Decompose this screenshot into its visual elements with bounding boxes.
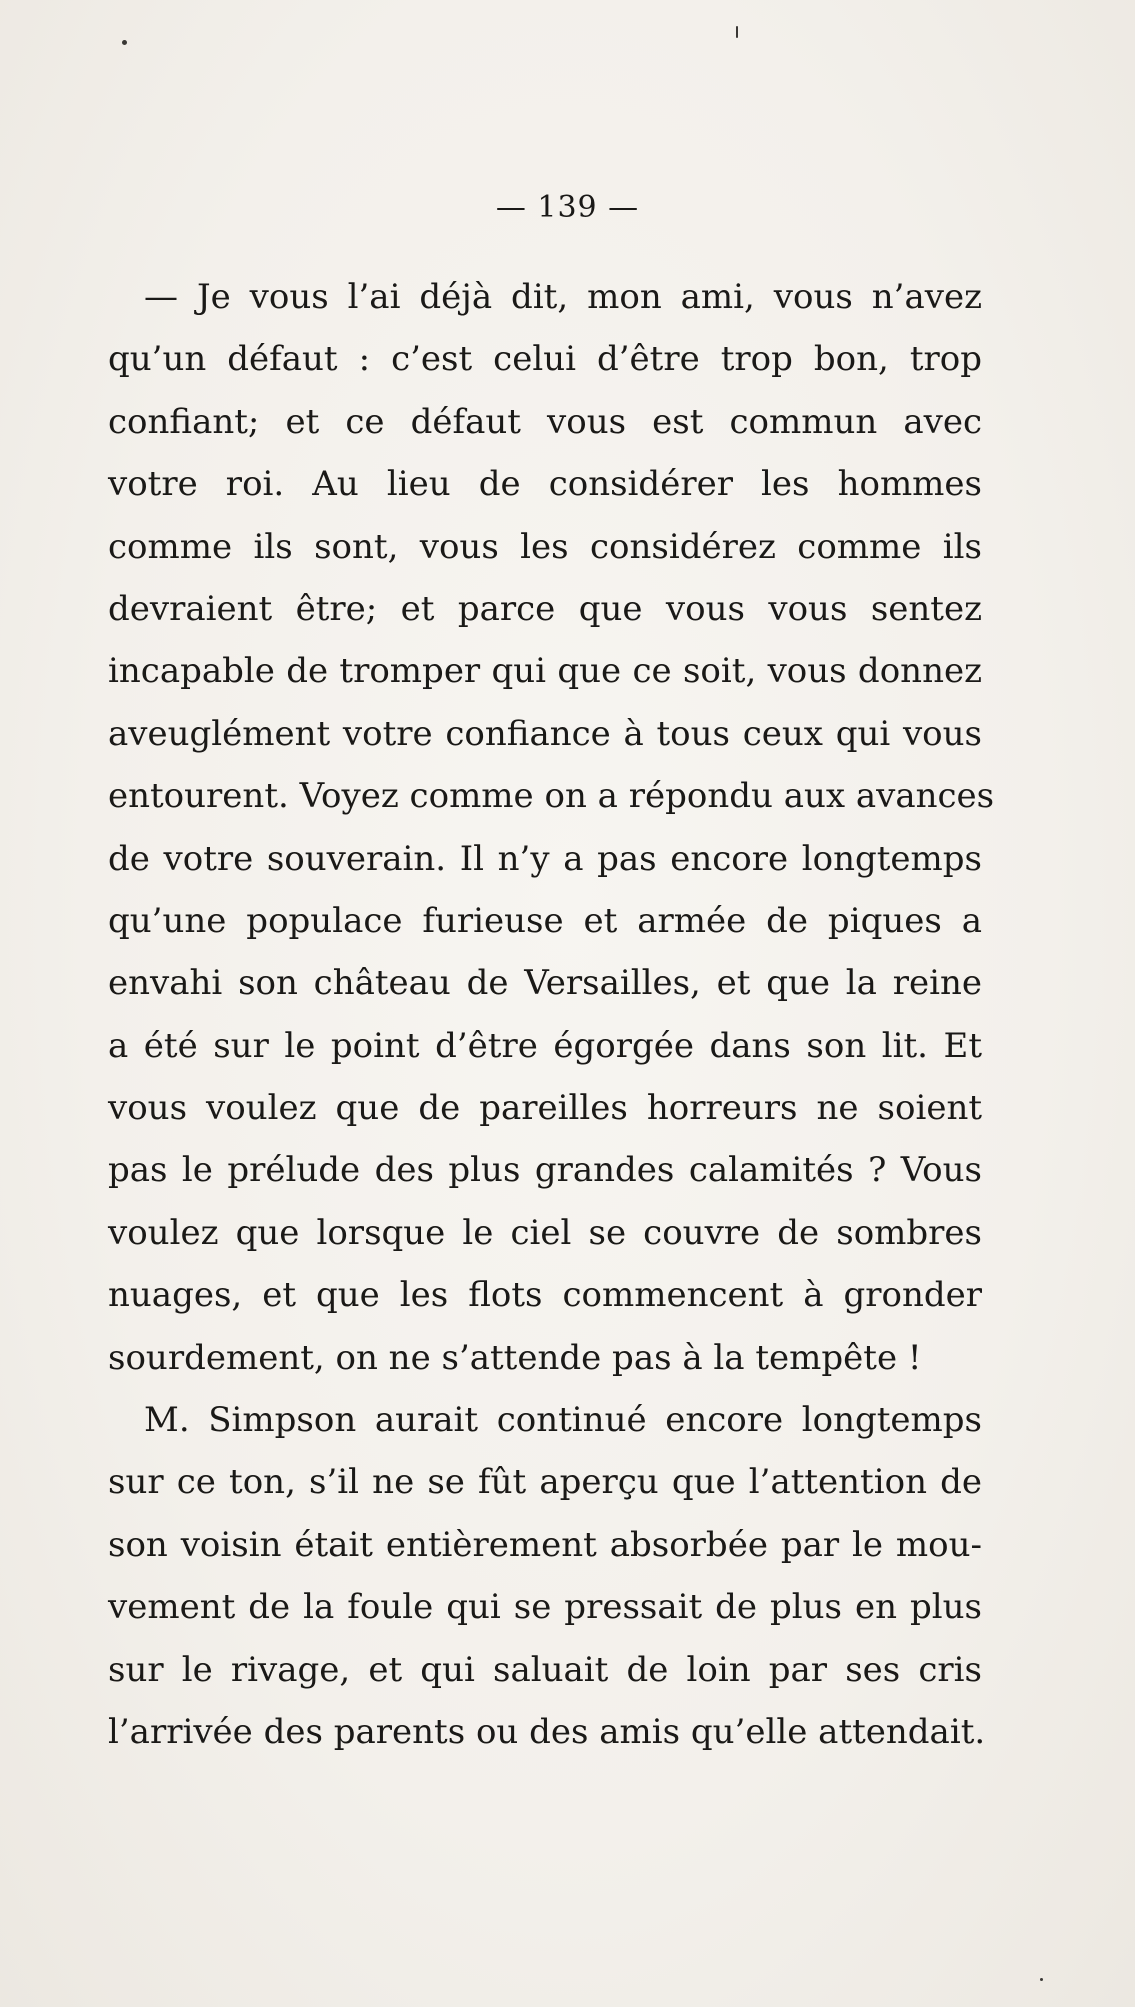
- text-line: aveuglément votre confiance à tous ceux qui vous: [108, 713, 982, 754]
- paragraph-1: [108, 266, 995, 1389]
- text-line: confiant; et ce défaut vous est commun avec: [108, 401, 982, 442]
- text-line: entourent. Voyez comme on a répondu aux avances: [108, 776, 995, 817]
- text-line: incapable de tromper qui que ce soit, vous donnez: [108, 651, 982, 692]
- text-line: l’arrivée des parents ou des amis qu’elle attendait.: [108, 1711, 986, 1752]
- paragraph-2: [108, 1389, 986, 1763]
- text-line: M. Simpson aurait continué encore longtemps: [144, 1400, 982, 1441]
- paper-speck: [736, 26, 738, 38]
- text-line: son voisin était entièrement absorbée par le mou-: [108, 1524, 982, 1565]
- text-line: devraient être; et parce que vous vous sentez: [108, 588, 982, 629]
- text-line: votre roi. Au lieu de considérer les hommes: [108, 464, 982, 505]
- text-line: qu’une populace furieuse et armée de piques a: [108, 900, 982, 941]
- text-line: qu’un défaut : c’est celui d’être trop bon, trop: [108, 339, 982, 380]
- text-line: vement de la foule qui se pressait de plus en plus: [108, 1587, 982, 1628]
- text-line: a été sur le point d’être égorgée dans son lit. Et: [108, 1025, 982, 1066]
- text-line: sourdement, on ne s’attende pas à la tempête !: [108, 1337, 922, 1378]
- paper-speck: [122, 40, 127, 45]
- text-line: voulez que lorsque le ciel se couvre de sombres: [108, 1212, 982, 1253]
- text-line: sur le rivage, et qui saluait de loin par ses cris: [108, 1649, 982, 1690]
- body-text: [108, 266, 995, 1763]
- paper-speck: [1040, 1978, 1043, 1981]
- text-line: pas le prélude des plus grandes calamités ? Vous: [108, 1150, 982, 1191]
- text-line: comme ils sont, vous les considérez comme ils: [108, 526, 982, 567]
- text-line: de votre souverain. Il n’y a pas encore longtemps: [108, 838, 982, 879]
- text-line: — Je vous l’ai déjà dit, mon ami, vous n’avez: [144, 277, 982, 317]
- text-line: nuages, et que les flots commencent à gronder: [108, 1275, 982, 1316]
- page-number: — 139 —: [495, 190, 640, 225]
- text-line: envahi son château de Versailles, et que la reine: [108, 963, 982, 1004]
- text-line: sur ce ton, s’il ne se fût aperçu que l’attention de: [108, 1462, 982, 1503]
- text-line: vous voulez que de pareilles horreurs ne soient: [108, 1088, 982, 1129]
